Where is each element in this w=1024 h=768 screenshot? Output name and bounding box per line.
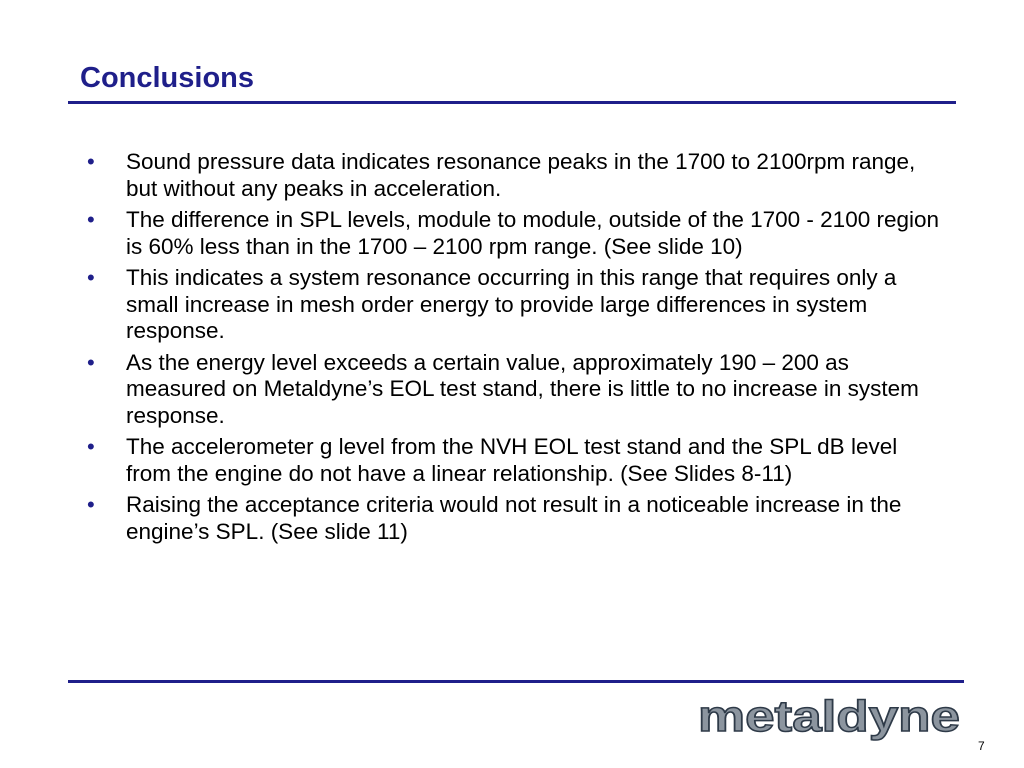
logo-wordmark: metaldyne — [698, 693, 960, 741]
bullet-text: The difference in SPL levels, module to module, outside of the 1700 - 2100 region is 60% less than in the 1700 – 2100 rpm range. (See slide 10) — [126, 207, 940, 259]
bullet-text: Raising the acceptance criteria would not result in a noticeable increase in the engine’s SPL. (See slide 11) — [126, 492, 902, 544]
bullet-item — [87, 265, 947, 345]
bullet-item — [87, 434, 947, 487]
bullet-text: Sound pressure data indicates resonance peaks in the 1700 to 2100rpm range, but without any peaks in acceleration. — [126, 149, 916, 201]
bullet-item — [87, 350, 947, 430]
bullet-item — [87, 492, 947, 545]
bullet-text: This indicates a system resonance occurring in this range that requires only a small increase in mesh order energy to provide large differences in system response. — [126, 265, 897, 343]
bullet-list — [87, 149, 947, 550]
bullet-dot-icon: • — [87, 492, 95, 517]
bullet-text: As the energy level exceeds a certain value, approximately 190 – 200 as measured on Metaldyne’s EOL test stand, there is little to no increase in system response. — [126, 349, 919, 428]
title-divider — [68, 101, 956, 104]
bullet-dot-icon: • — [87, 434, 95, 459]
bullet-text: The accelerometer g level from the NVH EOL test stand and the SPL dB level from the engine do not have a linear relationship. (See Slides 8-11) — [126, 434, 898, 486]
slide-title: Conclusions — [80, 62, 255, 94]
page-number: 7 — [978, 739, 985, 753]
bullet-dot-icon: • — [87, 207, 95, 232]
bullet-item — [87, 149, 947, 202]
bullet-dot-icon: • — [87, 149, 95, 174]
footer-divider — [68, 680, 964, 683]
bullet-dot-icon: • — [87, 265, 95, 290]
bullet-item — [87, 207, 947, 260]
metaldyne-logo — [690, 693, 970, 745]
bullet-dot-icon: • — [87, 349, 95, 375]
